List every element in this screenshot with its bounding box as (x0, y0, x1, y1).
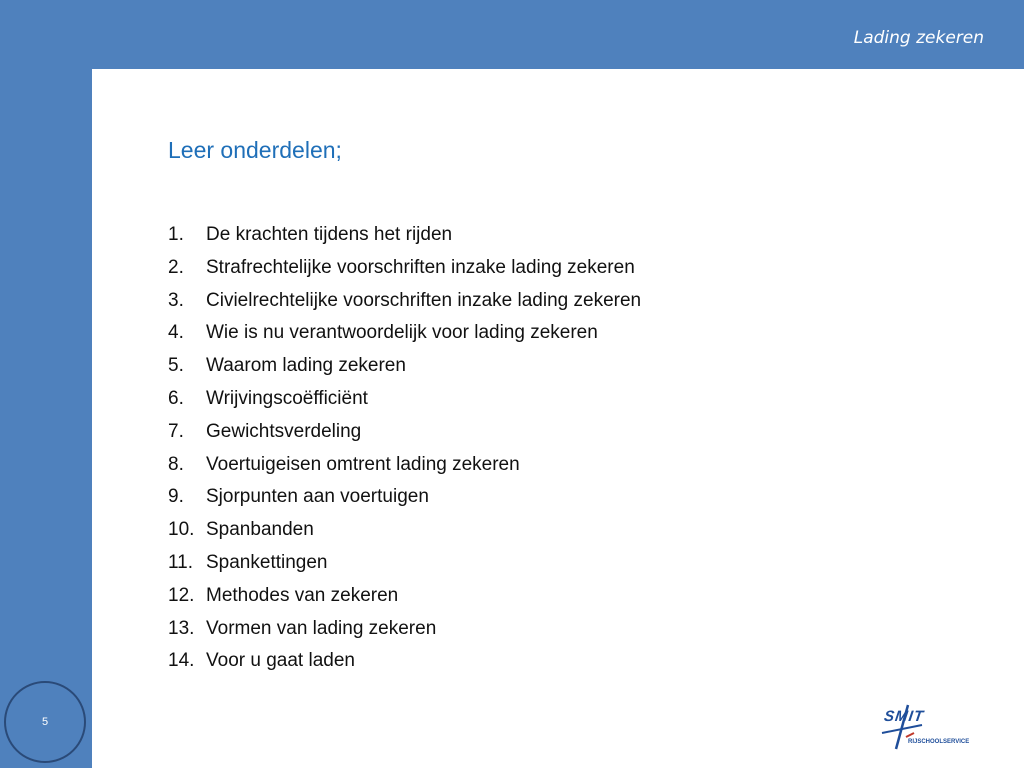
list-item-label: Methodes van zekeren (206, 584, 399, 606)
logo-word: SMIT (882, 708, 926, 725)
list-item (168, 319, 641, 352)
list-item-label: Waarom lading zekeren (206, 355, 406, 377)
list-item (168, 516, 641, 549)
list-item-number: 4. (168, 322, 184, 344)
list-item-label: Wie is nu verantwoordelijk voor lading zekeren (206, 322, 598, 344)
list-item-label: Strafrechtelijke voorschriften inzake lading zekeren (206, 256, 635, 278)
list-item (168, 352, 641, 385)
list-item (168, 647, 641, 680)
list-item-number: 9. (168, 486, 184, 508)
list-item-label: Spankettingen (206, 551, 328, 573)
list-item-label: Voertuigeisen omtrent lading zekeren (206, 453, 520, 475)
page-number-circle (4, 681, 86, 763)
page-number: 5 (41, 716, 49, 728)
list-item-number: 8. (168, 453, 184, 475)
list-item-label: Vormen van lading zekeren (206, 617, 437, 639)
list-item-number: 1. (168, 224, 184, 245)
list-item (168, 254, 641, 287)
slide-title: Leer onderdelen; (168, 137, 342, 163)
list-item-number: 13. (168, 617, 195, 639)
list-item (168, 221, 641, 254)
list-item-number: 14. (168, 650, 195, 672)
list-item-number: 5. (168, 355, 184, 377)
left-sidebar-band (0, 0, 92, 768)
list-item-label: Voor u gaat laden (206, 650, 355, 672)
list-item-label: Gewichtsverdeling (206, 420, 362, 442)
list-item (168, 615, 641, 648)
smit-logo (878, 703, 988, 753)
list-item-label: Wrijvingscoëfficiënt (206, 387, 368, 409)
list-item-number: 10. (168, 519, 195, 541)
list-item-number: 7. (168, 420, 184, 442)
list-item (168, 582, 641, 615)
list-item-label: Civielrechtelijke voorschriften inzake lading zekeren (206, 289, 642, 311)
list-item (168, 287, 641, 320)
list-item-number: 12. (168, 584, 195, 606)
list-item-number: 3. (168, 289, 184, 311)
list-item-number: 6. (168, 387, 184, 409)
list-item-number: 11. (168, 551, 194, 573)
list-item (168, 549, 641, 582)
list-item-label: Sjorpunten aan voertuigen (206, 486, 429, 508)
list-item (168, 418, 641, 451)
list-item-label: Spanbanden (206, 519, 314, 541)
list-item-label: De krachten tijdens het rijden (206, 224, 453, 245)
logo-subtitle: RIJSCHOOLSERVICE (908, 739, 970, 745)
list-item (168, 483, 641, 516)
topic-list (168, 221, 641, 680)
list-item (168, 385, 641, 418)
list-item-number: 2. (168, 256, 184, 278)
header-title: Lading zekeren (853, 28, 984, 48)
list-item (168, 451, 641, 484)
